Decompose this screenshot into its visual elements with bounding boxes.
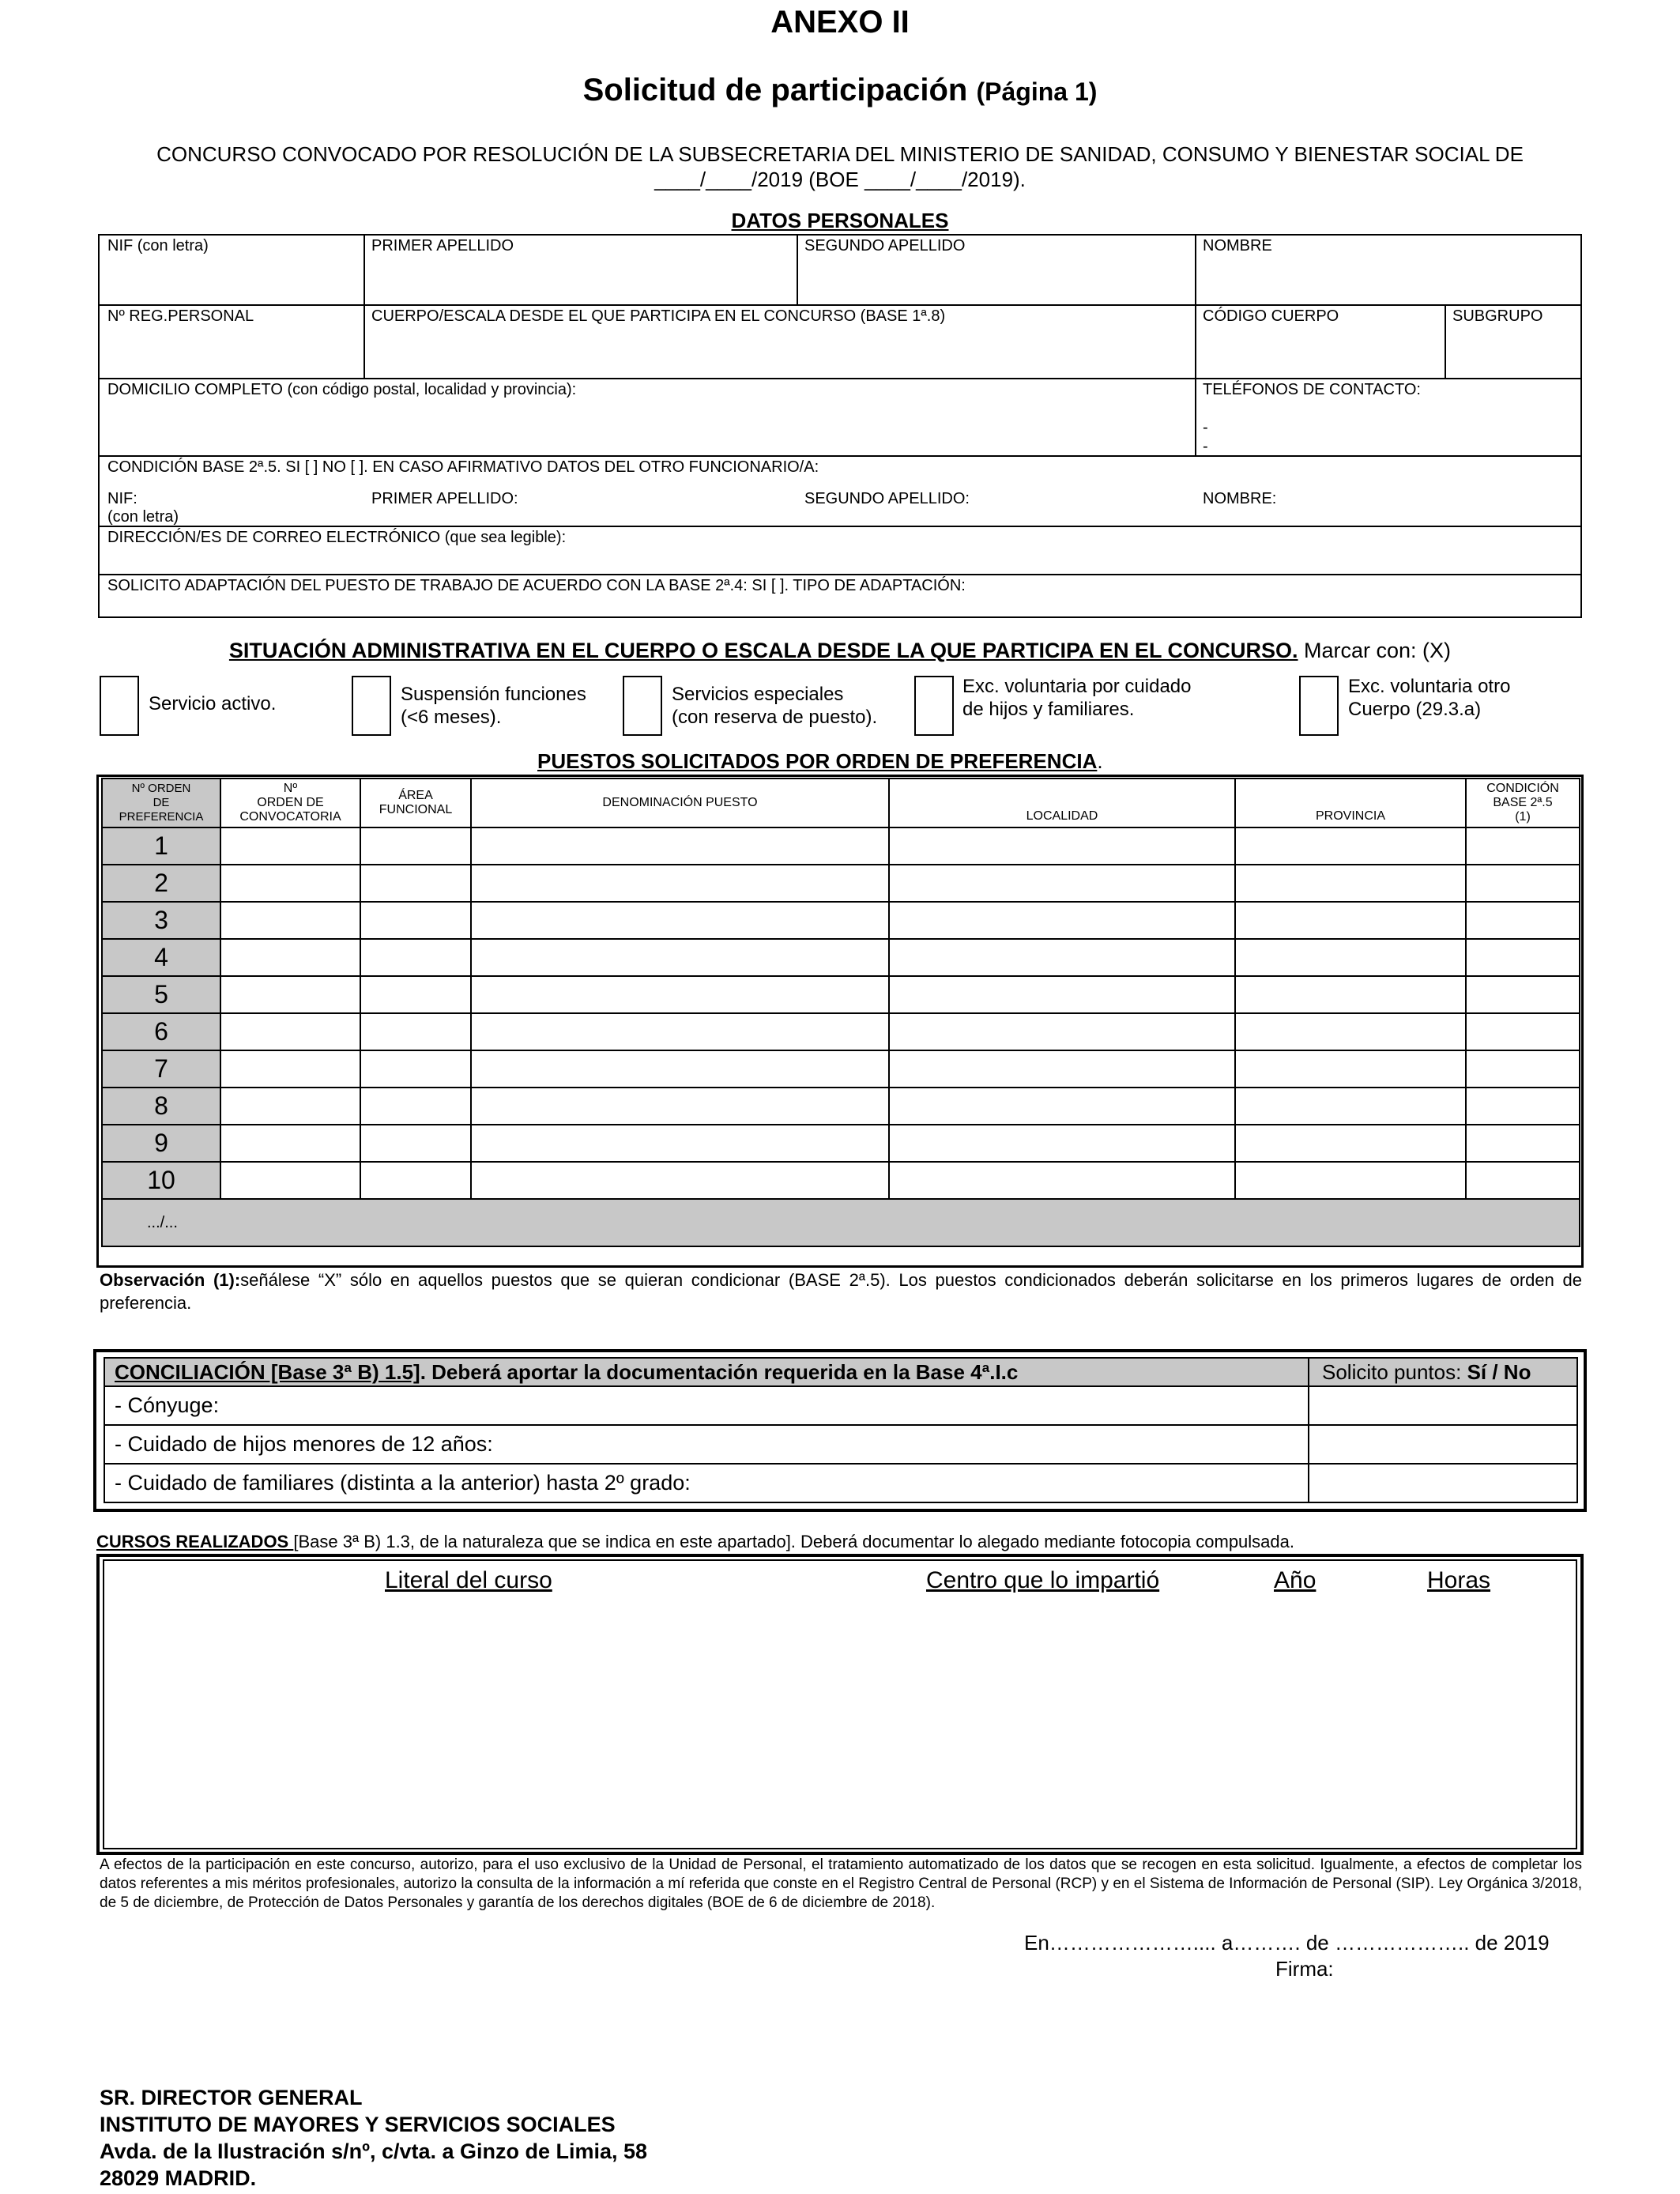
conciliacion-title-rest: . Deberá aportar la documentación requerida en la Base 4ª.I.c	[420, 1359, 1019, 1384]
lugar-fecha: En………………….... a………. de ……………….. de 2019	[1024, 1931, 1550, 1955]
puesto-cell[interactable]	[1466, 827, 1580, 865]
primer-apellido-label: PRIMER APELLIDO	[371, 237, 514, 254]
puesto-cell[interactable]	[360, 1013, 471, 1050]
puesto-row	[102, 939, 1580, 976]
destinatario	[100, 2084, 647, 2192]
continuation-row	[102, 1199, 1580, 1246]
puesto-cell[interactable]	[360, 939, 471, 976]
header-provincia: PROVINCIA	[1235, 778, 1466, 827]
cursos-inner-frame	[103, 1559, 1577, 1849]
puesto-cell[interactable]	[471, 902, 889, 939]
observacion-label: Observación (1):	[100, 1270, 241, 1290]
section-title-datos-personales: DATOS PERSONALES	[731, 209, 949, 232]
header-localidad: LOCALIDAD	[889, 778, 1235, 827]
puesto-cell[interactable]	[889, 976, 1235, 1013]
adaptacion-label: SOLICITO ADAPTACIÓN DEL PUESTO DE TRABAJO DE ACUERDO CON LA BASE 2ª.4: SI [ ]. TIPO DE ADAPTACIÓN:	[107, 577, 966, 594]
puesto-cell[interactable]	[889, 902, 1235, 939]
puesto-cell[interactable]	[471, 1013, 889, 1050]
puesto-order-number: 9	[102, 1125, 220, 1162]
puesto-cell[interactable]	[889, 865, 1235, 902]
option-line: Cuerpo (29.3.a)	[1348, 699, 1482, 720]
checkbox-servicio-activo[interactable]	[100, 676, 139, 736]
form-title: Solicitud de participación	[582, 73, 968, 107]
puesto-cell[interactable]	[220, 976, 360, 1013]
conciliacion-item: - Cónyuge:	[104, 1386, 1309, 1425]
option-exc-otro-cuerpo	[1348, 675, 1510, 721]
puesto-row	[102, 1125, 1580, 1162]
si-no-label: Sí / No	[1467, 1359, 1531, 1384]
puesto-order-number: 3	[102, 902, 220, 939]
puesto-cell[interactable]	[471, 1088, 889, 1125]
nif-label: NIF (con letra)	[107, 237, 209, 254]
divider	[797, 234, 798, 304]
puestos-title-dot: .	[1097, 749, 1103, 773]
conciliacion-title: CONCILIACIÓN [Base 3ª B) 1.5]	[115, 1359, 420, 1384]
puesto-cell[interactable]	[889, 1125, 1235, 1162]
puesto-cell[interactable]	[1235, 827, 1466, 865]
header-orden-preferencia: Nº ORDEN DE PREFERENCIA	[102, 778, 220, 827]
puesto-cell[interactable]	[1466, 902, 1580, 939]
puesto-cell[interactable]	[889, 1162, 1235, 1199]
puesto-cell[interactable]	[360, 976, 471, 1013]
puesto-cell[interactable]	[471, 865, 889, 902]
puesto-cell[interactable]	[220, 1088, 360, 1125]
observacion-text: señálese “X” sólo en aquellos puestos que se quieran condicionar (BASE 2ª.5). Los puestos condicionados deberán solicitarse en los primeros lugares de orden de preferencia.	[100, 1270, 1582, 1313]
destinatario-line: Avda. de la Ilustración s/nº, c/vta. a Ginzo de Limia, 58	[100, 2139, 648, 2163]
header-area-funcional: ÁREA FUNCIONAL	[360, 778, 471, 827]
divider	[98, 378, 1582, 379]
option-line: Exc. voluntaria por cuidado	[962, 676, 1192, 697]
puesto-order-number: 2	[102, 865, 220, 902]
puesto-row	[102, 865, 1580, 902]
conciliacion-row	[104, 1425, 1577, 1464]
conciliacion-item: - Cuidado de hijos menores de 12 años:	[104, 1425, 1309, 1464]
nombre2-label: NOMBRE:	[1203, 490, 1277, 507]
puesto-cell[interactable]	[471, 1162, 889, 1199]
puesto-cell[interactable]	[471, 1125, 889, 1162]
reg-personal-label: Nº REG.PERSONAL	[107, 307, 254, 325]
puesto-cell[interactable]	[471, 939, 889, 976]
domicilio-label: DOMICILIO COMPLETO (con código postal, localidad y provincia):	[107, 381, 577, 398]
puesto-cell[interactable]	[220, 1013, 360, 1050]
option-line: (con reserva de puesto).	[672, 707, 878, 728]
header-denominacion: DENOMINACIÓN PUESTO	[471, 778, 889, 827]
conciliacion-title-cell	[104, 1358, 1309, 1386]
checkbox-suspension[interactable]	[352, 676, 391, 736]
puestos-title-text: PUESTOS SOLICITADOS POR ORDEN DE PREFERENCIA	[537, 749, 1098, 773]
conciliacion-header-row	[104, 1358, 1577, 1386]
puesto-cell[interactable]	[1235, 1162, 1466, 1199]
puesto-cell[interactable]	[220, 865, 360, 902]
puesto-cell[interactable]	[1235, 902, 1466, 939]
checkbox-servicios-especiales[interactable]	[623, 676, 662, 736]
situacion-suffix: Marcar con: (X)	[1298, 639, 1452, 662]
puesto-cell[interactable]	[360, 1050, 471, 1088]
destinatario-line: SR. DIRECTOR GENERAL	[100, 2086, 363, 2109]
col-literal-curso: Literal del curso	[385, 1567, 552, 1593]
option-line: de hijos y familiares.	[962, 699, 1135, 720]
option-servicio-activo	[149, 693, 276, 715]
conciliacion-answer[interactable]	[1309, 1386, 1577, 1425]
puesto-row	[102, 827, 1580, 865]
puesto-cell[interactable]	[220, 1050, 360, 1088]
puesto-cell[interactable]	[1235, 1050, 1466, 1088]
puestos-body	[102, 827, 1580, 1199]
puestos-title	[537, 749, 1103, 774]
primer-apellido2-label: PRIMER APELLIDO:	[371, 490, 518, 507]
divider	[98, 574, 1582, 575]
puesto-row	[102, 902, 1580, 939]
puesto-cell[interactable]	[1235, 939, 1466, 976]
puesto-cell[interactable]	[1235, 976, 1466, 1013]
puesto-order-number: 4	[102, 939, 220, 976]
puesto-row	[102, 1162, 1580, 1199]
puesto-cell[interactable]	[1466, 976, 1580, 1013]
annex-title: ANEXO II	[770, 5, 910, 40]
nombre-label: NOMBRE	[1203, 237, 1272, 254]
option-line: Servicio activo.	[149, 693, 277, 714]
personal-data-table	[98, 234, 1582, 618]
puesto-cell[interactable]	[471, 976, 889, 1013]
puesto-cell[interactable]	[360, 1162, 471, 1199]
puesto-order-number: 5	[102, 976, 220, 1013]
convocatoria-line1: CONCURSO CONVOCADO POR RESOLUCIÓN DE LA SUBSECRETARIA DEL MINISTERIO DE SANIDAD, CONSUMO Y BIENESTAR SOCIAL DE	[156, 142, 1524, 166]
conciliacion-answer[interactable]	[1309, 1425, 1577, 1464]
cursos-header	[96, 1532, 1294, 1552]
puesto-order-number: 6	[102, 1013, 220, 1050]
conciliacion-table	[104, 1357, 1578, 1503]
nif2-sub-label: (con letra)	[107, 508, 179, 526]
cuerpo-escala-label: CUERPO/ESCALA DESDE EL QUE PARTICIPA EN EL CONCURSO (BASE 1ª.8)	[371, 307, 946, 325]
puesto-cell[interactable]	[1466, 1125, 1580, 1162]
cursos-rest: [Base 3ª B) 1.3, de la naturaleza que se indica en este apartado]. Deberá documentar lo alegado mediante fotocopia compulsada.	[293, 1532, 1294, 1551]
puesto-cell[interactable]	[1466, 1088, 1580, 1125]
divider	[98, 304, 1582, 306]
solicito-label: Solicito puntos:	[1322, 1359, 1467, 1384]
destinatario-line: 28029 MADRID.	[100, 2166, 257, 2190]
puesto-cell[interactable]	[220, 827, 360, 865]
puesto-cell[interactable]	[1466, 865, 1580, 902]
puesto-cell[interactable]	[220, 1125, 360, 1162]
option-servicios-especiales	[672, 683, 877, 729]
option-line: (<6 meses).	[401, 707, 502, 728]
telefono-dash-1: -	[1203, 419, 1208, 436]
nif2-label: NIF:	[107, 490, 137, 507]
puesto-cell[interactable]	[360, 1125, 471, 1162]
firma-label: Firma:	[1275, 1957, 1334, 1981]
cursos-title: CURSOS REALIZADOS	[96, 1532, 294, 1551]
convocatoria-line2: ____/____/2019 (BOE ____/____/2019).	[654, 168, 1026, 191]
divider	[363, 234, 365, 378]
puesto-order-number: 10	[102, 1162, 220, 1199]
puesto-cell[interactable]	[220, 1162, 360, 1199]
solicito-puntos-cell	[1309, 1358, 1577, 1386]
divider	[98, 526, 1582, 527]
puesto-cell[interactable]	[889, 1088, 1235, 1125]
puesto-row	[102, 1013, 1580, 1050]
page-title	[0, 73, 1680, 108]
checkbox-exc-cuidado[interactable]	[914, 676, 954, 736]
page-number: (Página 1)	[976, 77, 1098, 106]
col-centro: Centro que lo impartió	[926, 1567, 1160, 1593]
option-line: Exc. voluntaria otro	[1348, 676, 1511, 697]
header-condicion: CONDICIÓN BASE 2ª.5 (1)	[1466, 778, 1580, 827]
puesto-order-number: 7	[102, 1050, 220, 1088]
col-ano: Año	[1274, 1567, 1317, 1593]
puesto-cell[interactable]	[889, 1013, 1235, 1050]
correo-label: DIRECCIÓN/ES DE CORREO ELECTRÓNICO (que sea legible):	[107, 529, 567, 546]
puesto-cell[interactable]	[360, 865, 471, 902]
puesto-row	[102, 1088, 1580, 1125]
segundo-apellido2-label: SEGUNDO APELLIDO:	[804, 490, 970, 507]
checkbox-exc-otro-cuerpo[interactable]	[1299, 676, 1339, 736]
header-orden-convocatoria: Nº ORDEN DE CONVOCATORIA	[220, 778, 360, 827]
situacion-title	[0, 639, 1680, 663]
segundo-apellido-label: SEGUNDO APELLIDO	[804, 237, 966, 254]
puesto-cell[interactable]	[1466, 1162, 1580, 1199]
option-suspension	[401, 683, 586, 729]
puestos-table	[101, 778, 1580, 1247]
divider	[1195, 234, 1196, 455]
puesto-cell[interactable]	[360, 1088, 471, 1125]
puesto-row	[102, 976, 1580, 1013]
option-exc-cuidado	[962, 675, 1192, 721]
telefonos-label: TELÉFONOS DE CONTACTO:	[1203, 381, 1421, 398]
option-line: Servicios especiales	[672, 684, 844, 705]
destinatario-line: INSTITUTO DE MAYORES Y SERVICIOS SOCIALES	[100, 2113, 616, 2136]
puesto-cell[interactable]	[1466, 939, 1580, 976]
puesto-cell[interactable]	[889, 827, 1235, 865]
puesto-order-number: 1	[102, 827, 220, 865]
puesto-cell[interactable]	[360, 902, 471, 939]
conciliacion-row	[104, 1386, 1577, 1425]
col-horas: Horas	[1427, 1567, 1491, 1593]
puesto-cell[interactable]	[889, 1050, 1235, 1088]
puesto-cell[interactable]	[1235, 1088, 1466, 1125]
legal-text: A efectos de la participación en este concurso, autorizo, para el uso exclusivo de la Unidad de Personal, el tratamiento automatizado de los datos que se recogen en esta solicitud. Igualmente, a efectos de completar los datos referentes a mis méritos profesionales, autorizo la consulta de la información a mí referida que conste en el Registro Central de Personal (RCP) y en el Sistema de Información de Personal (SIP). Ley Orgánica 3/2018, de 5 de diciembre, de Protección de Datos Personales y garantía de los derechos digitales (BOE de 6 de diciembre de 2018).	[100, 1857, 1582, 1911]
puesto-cell[interactable]	[220, 939, 360, 976]
option-line: Suspensión funciones	[401, 684, 586, 705]
subgrupo-label: SUBGRUPO	[1452, 307, 1543, 325]
puesto-cell[interactable]	[471, 1050, 889, 1088]
puesto-cell[interactable]	[220, 902, 360, 939]
conciliacion-answer[interactable]	[1309, 1464, 1577, 1502]
divider	[1445, 304, 1446, 378]
puesto-cell[interactable]	[1235, 1125, 1466, 1162]
observacion	[100, 1269, 1582, 1314]
puesto-cell[interactable]	[889, 939, 1235, 976]
telefono-dash-2: -	[1203, 438, 1208, 455]
condicion-label: CONDICIÓN BASE 2ª.5. SI [ ] NO [ ]. EN CASO AFIRMATIVO DATOS DEL OTRO FUNCIONARIO/A:	[107, 458, 819, 476]
continuation-cell: .../...	[102, 1199, 1580, 1246]
puestos-header-row	[102, 778, 1580, 827]
puesto-cell[interactable]	[360, 827, 471, 865]
puesto-cell[interactable]	[471, 827, 889, 865]
conciliacion-item: - Cuidado de familiares (distinta a la anterior) hasta 2º grado:	[104, 1464, 1309, 1502]
puesto-order-number: 8	[102, 1088, 220, 1125]
puesto-cell[interactable]	[1235, 865, 1466, 902]
divider	[98, 455, 1582, 457]
puesto-cell[interactable]	[1466, 1050, 1580, 1088]
conciliacion-row	[104, 1464, 1577, 1502]
puesto-cell[interactable]	[1466, 1013, 1580, 1050]
situacion-title-text: SITUACIÓN ADMINISTRATIVA EN EL CUERPO O ESCALA DESDE LA QUE PARTICIPA EN EL CONCURSO.	[228, 639, 1298, 662]
puesto-cell[interactable]	[1235, 1013, 1466, 1050]
codigo-cuerpo-label: CÓDIGO CUERPO	[1203, 307, 1339, 325]
puesto-row	[102, 1050, 1580, 1088]
